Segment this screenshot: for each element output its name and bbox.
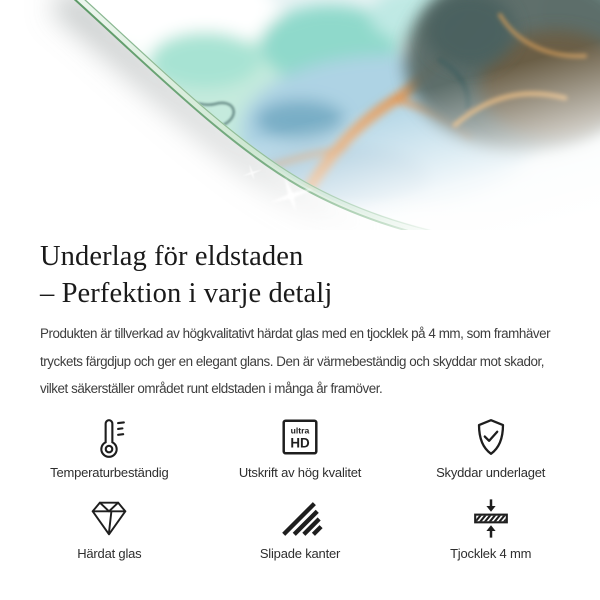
diamond-icon [86,495,132,541]
feature-label: Temperaturbeständig [50,464,169,480]
product-description [40,320,570,403]
description-line: vilket säkerställer området runt eldstaden i många år framöver. [40,381,383,396]
feature-label: Härdat glas [77,545,142,561]
feature-tempered-glass [14,495,205,561]
content-section [0,238,600,403]
product-photo [0,0,600,230]
feature-label: Slipade kanter [259,545,341,561]
svg-text:ultra: ultra [290,425,310,436]
page-title [40,238,570,312]
shield-check-icon [468,414,514,460]
thermometer-icon [86,414,132,460]
feature-label: Skyddar underlaget [436,464,546,480]
features-grid [14,414,586,561]
feature-label: Utskrift av hög kvalitet [238,464,362,480]
thickness-press-icon [468,495,514,541]
title-line-1: Underlag för eldstaden [40,241,304,272]
feature-print-quality [205,414,396,480]
description-line: tryckets färgdjup och ger en elegant glans. Den är värmebeständig och skyddar mot skador, [40,353,545,369]
feature-polished-edges [205,495,396,561]
ultra-hd-icon [277,414,323,460]
description-line: Produkten är tillverkad av högkvalitativt härdat glas med en tjocklek på 4 mm, som framhäver [40,326,551,341]
feature-protects-surface [395,414,586,480]
feature-label: Tjocklek 4 mm [450,545,532,561]
svg-text:HD: HD [290,435,310,451]
feature-temperature-resistant [14,414,205,480]
beveled-edge-icon [277,495,323,541]
feature-thickness [395,495,586,561]
title-line-2: – Perfektion i varje detalj [40,278,333,309]
